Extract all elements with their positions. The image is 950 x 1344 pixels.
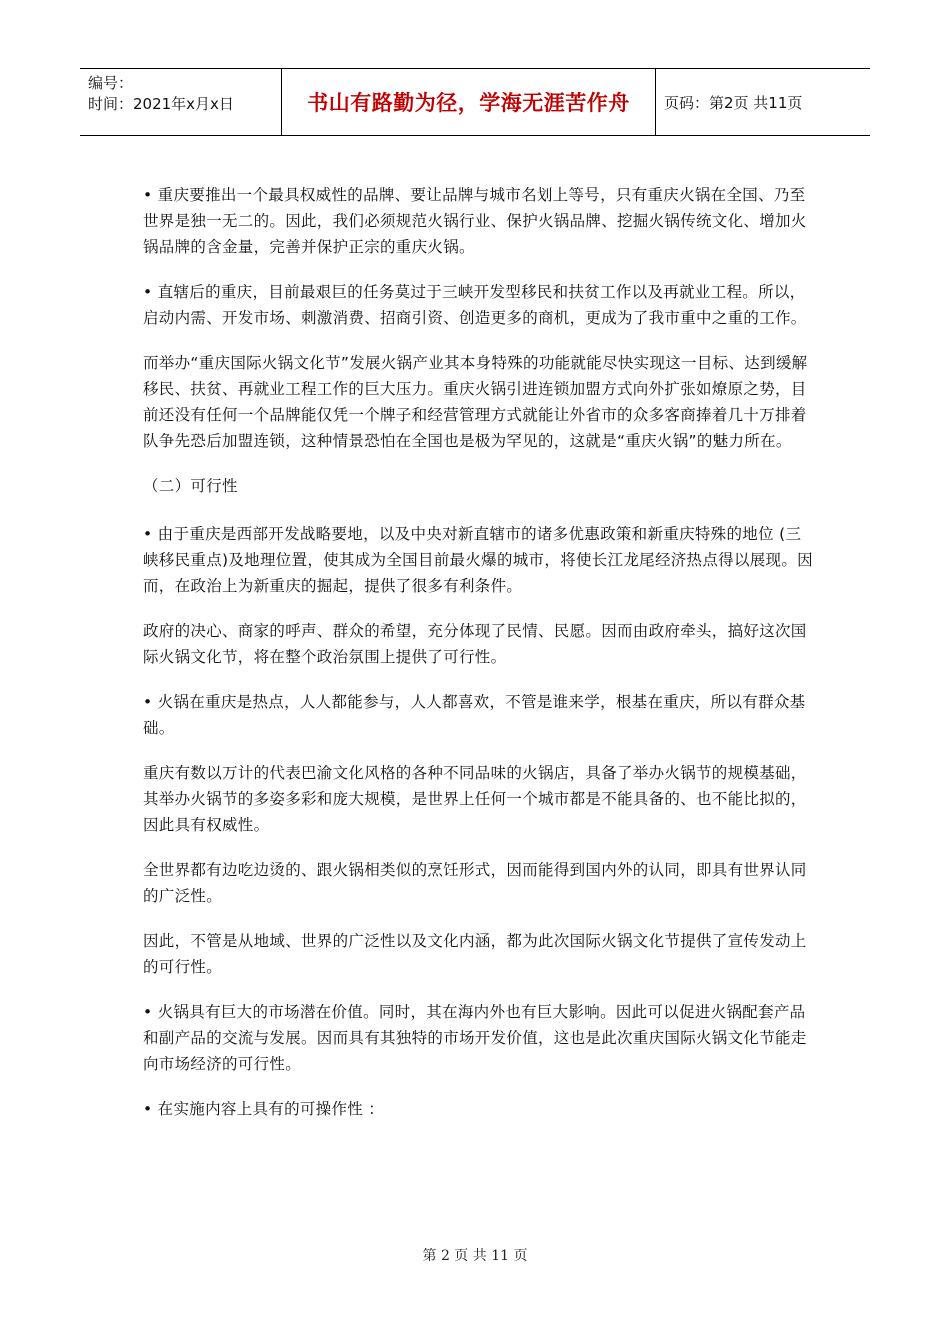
paragraph-promotion-feasibility: 因此，不管是从地域、世界的广泛性以及文化内涵，都为此次国际火锅文化节提供了宣传发动上的可行性。 xyxy=(143,932,807,976)
paragraph-scale-authority: 重庆有数以万计的代表巴渝文化风格的各种不同品味的火锅店，具备了举办火锅节的规模基础，其举办火锅节的多姿多彩和庞大规模，是世界上任何一个城市都是不能具备的、也不能比拟的，因此具有权威性。 xyxy=(143,764,807,834)
paragraph-government-will: 政府的决心、商家的呼声、群众的希望，充分体现了民情、民愿。因而由政府牵头，搞好这次国际火锅文化节，将在整个政治氛围上提供了可行性。 xyxy=(143,622,807,666)
paragraph-brand-authority: • 重庆要推出一个最具权威性的品牌、要让品牌与城市名划上等号，只有重庆火锅在全国、乃至世界是独一无二的。因此，我们必须规范火锅行业、保护火锅品牌、挖掘火锅传统文化、增加火锅品牌的含金量，完善并保护正宗的重庆火锅。 xyxy=(143,186,807,256)
document-time-label: 时间：2021年x月x日 xyxy=(88,95,234,113)
header-page-info: 页码：第2页 共11页 xyxy=(664,93,803,112)
paragraph-market-value: • 火锅具有巨大的市场潜在价值。同时，其在海内外也有巨大影响。因此可以促进火锅配套产品和副产品的交流与发展。因而具有其独特的市场开发价值，这也是此次重庆国际火锅文化节能走向市场经济的可行性。 xyxy=(143,1003,807,1073)
paragraph-public-basis: • 火锅在重庆是热点，人人都能参与，人人都喜欢，不管是谁来学，根基在重庆，所以有群众基础。 xyxy=(143,693,806,737)
header-meta-cell xyxy=(80,69,282,135)
document-number-label: 编号： xyxy=(88,74,134,92)
paragraph-municipality-tasks: • 直辖后的重庆，目前最艰巨的任务莫过于三峡开发型移民和扶贫工作以及再就业工程。所以，启动内需、开发市场、刺激消费、招商引资、创造更多的商机，更成为了我市重中之重的工作。 xyxy=(143,283,807,327)
page-footer: 第 2 页 共 11 页 xyxy=(422,1248,528,1264)
header-motto: 书山有路勤为径，学海无涯苦作舟 xyxy=(282,69,656,135)
section-heading-feasibility: （二）可行性 xyxy=(143,477,238,495)
document-body xyxy=(143,182,815,1141)
paragraph-political-feasibility: • 由于重庆是西部开发战略要地，以及中央对新直辖市的诸多优惠政策和新重庆特殊的地位 (三峡移民重点)及地理位置，使其成为全国目前最火爆的城市，将使长江龙尾经济热点得以展现。因而，在政治上为新重庆的掘起，提供了很多有利条件。 xyxy=(143,525,813,595)
paragraph-operability: • 在实施内容上具有的可操作性 ： xyxy=(143,1100,385,1118)
paragraph-festival-purpose: 而举办“重庆国际火锅文化节”发展火锅产业其本身特殊的功能就能尽快实现这一目标、达到缓解移民、扶贫、再就业工程工作的巨大压力。重庆火锅引进连锁加盟方式向外扩张如燎原之势，目前还没有任何一个品牌能仅凭一个牌子和经营管理方式就能让外省市的众多客商捧着几十万排着队争先恐后加盟连锁，这种情景恐怕在全国也是极为罕见的，这就是“重庆火锅”的魅力所在。 xyxy=(143,354,808,450)
paragraph-world-recognition: 全世界都有边吃边烫的、跟火锅相类似的烹饪形式，因而能得到国内外的认同，即具有世界认同的广泛性。 xyxy=(143,861,807,905)
document-header xyxy=(80,68,870,136)
